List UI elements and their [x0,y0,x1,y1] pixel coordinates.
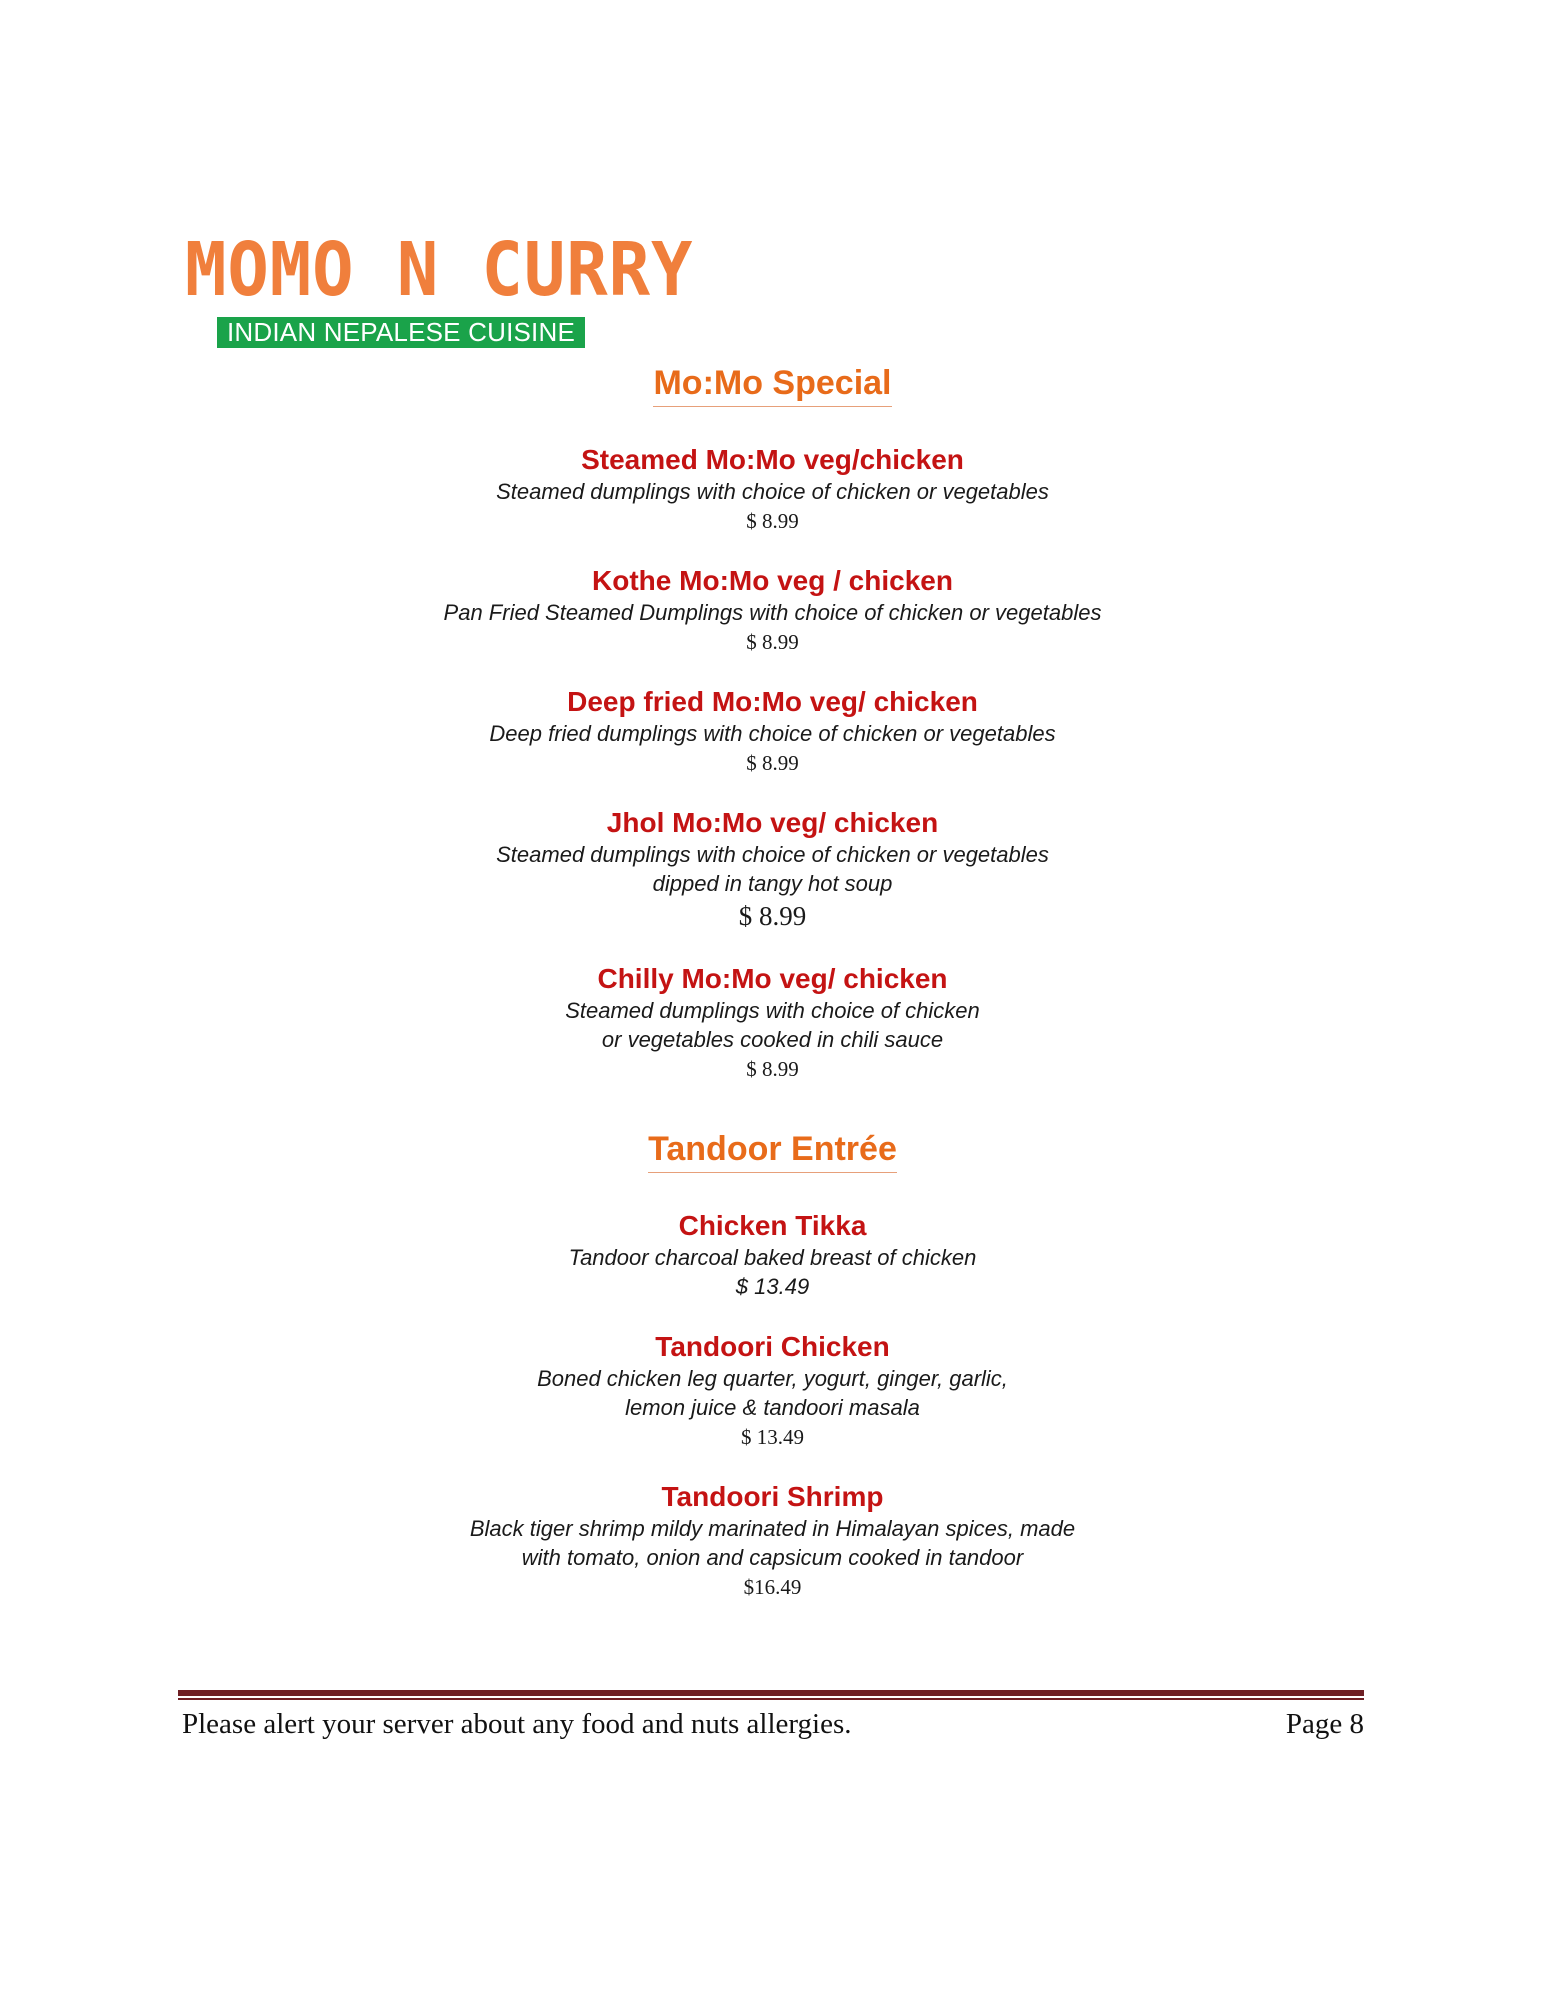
item-price: $ 8.99 [746,509,799,533]
item-price: $ 8.99 [746,751,799,775]
item-name: Tandoori Chicken [655,1331,890,1362]
section-title: Mo:Mo Special [653,362,891,407]
menu-item [0,1480,1545,1602]
menu-section-momo [0,362,1545,1084]
item-description: Steamed dumplings with choice of chicken or vegetables [496,479,1049,504]
menu-item [0,685,1545,778]
item-price: $ 8.99 [738,901,807,931]
menu-content [0,362,1545,1630]
item-name: Tandoori Shrimp [661,1481,884,1512]
item-price: $ 13.49 [741,1425,804,1449]
item-description: with tomato, onion and capsicum cooked in tandoor [521,1545,1024,1570]
menu-item [0,1330,1545,1452]
menu-item [0,1209,1545,1302]
menu-item [0,564,1545,657]
item-name: Chicken Tikka [678,1210,867,1241]
footer-divider [178,1690,1364,1696]
page-number: Page 8 [1285,1708,1364,1740]
item-price: $16.49 [743,1575,802,1599]
item-description: or vegetables cooked in chili sauce [601,1027,944,1052]
item-description: Pan Fried Steamed Dumplings with choice of chicken or vegetables [443,600,1102,625]
item-description: Deep fried dumplings with choice of chicken or vegetables [489,721,1056,746]
menu-item [0,443,1545,536]
footer-divider-thin [178,1698,1364,1700]
item-description: dipped in tangy hot soup [652,871,893,896]
item-name: Kothe Mo:Mo veg / chicken [592,565,953,596]
item-name: Deep fried Mo:Mo veg/ chicken [567,686,978,717]
item-price: $ 8.99 [746,1057,799,1081]
menu-section-tandoor [0,1128,1545,1602]
restaurant-logo [185,227,694,348]
menu-item [0,962,1545,1084]
item-description: Tandoor charcoal baked breast of chicken [568,1245,977,1270]
section-title: Tandoor Entrée [648,1128,897,1173]
item-price: $ 8.99 [746,630,799,654]
item-description: lemon juice & tandoori masala [625,1395,920,1420]
item-name: Jhol Mo:Mo veg/ chicken [606,807,939,838]
logo-name: MOMO N CURRY [185,227,694,313]
item-name: Steamed Mo:Mo veg/chicken [581,444,964,475]
menu-item [0,806,1545,934]
logo-tagline: INDIAN NEPALESE CUISINE [217,317,585,348]
item-description: Steamed dumplings with choice of chicken or vegetables [496,842,1049,867]
item-description: Steamed dumplings with choice of chicken [565,998,980,1023]
item-description: Boned chicken leg quarter, yogurt, ginger, garlic, [537,1366,1008,1391]
allergy-notice: Please alert your server about any food and nuts allergies. [182,1708,852,1740]
item-price: $ 13.49 [735,1274,810,1299]
item-description: Black tiger shrimp mildy marinated in Himalayan spices, made [469,1516,1076,1541]
item-name: Chilly Mo:Mo veg/ chicken [597,963,948,994]
